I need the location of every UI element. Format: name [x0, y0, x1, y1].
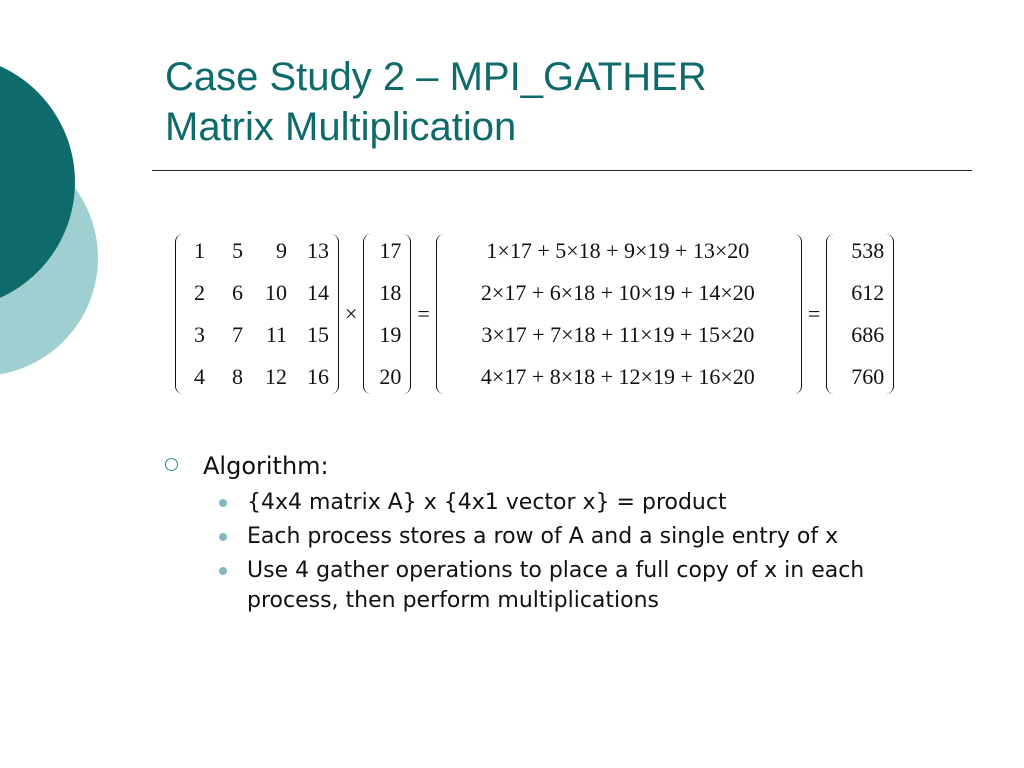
product-cell: 760 [851, 364, 885, 389]
matrix-cell: 1 [194, 238, 205, 263]
matrix-cell: 13 [307, 238, 329, 263]
sub-bullet [247, 522, 957, 552]
left-bracket [363, 234, 371, 394]
matrix-cell: 6 [232, 280, 243, 305]
expansion-row: 1×17 + 5×18 + 9×19 + 13×20 [486, 238, 750, 263]
sub-bullet [247, 556, 957, 616]
matrix-a [175, 230, 339, 398]
right-bracket [886, 234, 894, 394]
vector-x [363, 230, 411, 398]
left-bracket [826, 234, 834, 394]
matrix-a-grid [183, 230, 331, 398]
matrix-cell: 12 [265, 364, 287, 389]
matrix-cell: 7 [232, 322, 243, 347]
vector-cell: 20 [379, 364, 402, 389]
right-bracket [794, 234, 802, 394]
matrix-cell: 10 [265, 280, 287, 305]
title-line-1: Case Study 2 – MPI_GATHER [165, 55, 707, 99]
dot-bullet-icon [219, 567, 227, 575]
vector-x-grid [371, 230, 403, 398]
expansion-row: 2×17 + 6×18 + 10×19 + 14×20 [480, 280, 755, 305]
matrix-cell: 2 [194, 280, 205, 305]
bullet-list [165, 448, 965, 616]
vector-cell: 17 [379, 238, 402, 263]
matrix-cell: 5 [232, 238, 243, 263]
sub-bullet-text: Each process stores a row of A and a single entry of x [247, 524, 839, 549]
left-bracket [436, 234, 444, 394]
matrix-cell: 14 [307, 280, 329, 305]
title-divider [152, 170, 972, 171]
expansion-grid [444, 230, 794, 398]
matrix-cell: 16 [307, 364, 329, 389]
expansion-row: 4×17 + 8×18 + 12×19 + 16×20 [480, 364, 755, 389]
sub-bullet-text: Use 4 gather operations to place a full copy of x in each process, then perform multiplications [247, 558, 865, 613]
product-cell: 612 [851, 280, 885, 305]
vector-cell: 18 [379, 280, 402, 305]
title-line-2: Matrix Multiplication [165, 105, 517, 149]
sub-bullet [247, 488, 957, 518]
right-bracket [403, 234, 411, 394]
expansion-vector [436, 230, 802, 398]
product-cell: 686 [851, 322, 885, 347]
dot-bullet-icon [219, 499, 227, 507]
dot-bullet-icon [219, 533, 227, 541]
matrix-cell: 3 [194, 322, 205, 347]
product-vector [826, 230, 894, 398]
bullet-main-text: Algorithm: [203, 452, 329, 480]
right-bracket [331, 234, 339, 394]
decorative-circles [0, 0, 110, 420]
left-bracket [175, 234, 183, 394]
bullet-main [165, 448, 965, 484]
equals-operator: = [807, 301, 821, 326]
matrix-cell: 15 [307, 322, 329, 347]
matrix-cell: 4 [194, 364, 205, 389]
matrix-cell: 8 [232, 364, 243, 389]
equals-operator: = [417, 301, 430, 326]
product-grid [834, 230, 886, 398]
slide-title [165, 52, 707, 152]
hollow-circle-bullet-icon [165, 458, 178, 471]
times-operator: × [345, 301, 358, 326]
matrix-equation [175, 226, 945, 402]
matrix-cell: 11 [265, 322, 287, 347]
matrix-cell: 9 [276, 238, 287, 263]
product-cell: 538 [851, 238, 885, 263]
sub-bullet-text: {4x4 matrix A} x {4x1 vector x} = product [247, 490, 727, 515]
vector-cell: 19 [379, 322, 402, 347]
expansion-row: 3×17 + 7×18 + 11×19 + 15×20 [481, 322, 755, 347]
